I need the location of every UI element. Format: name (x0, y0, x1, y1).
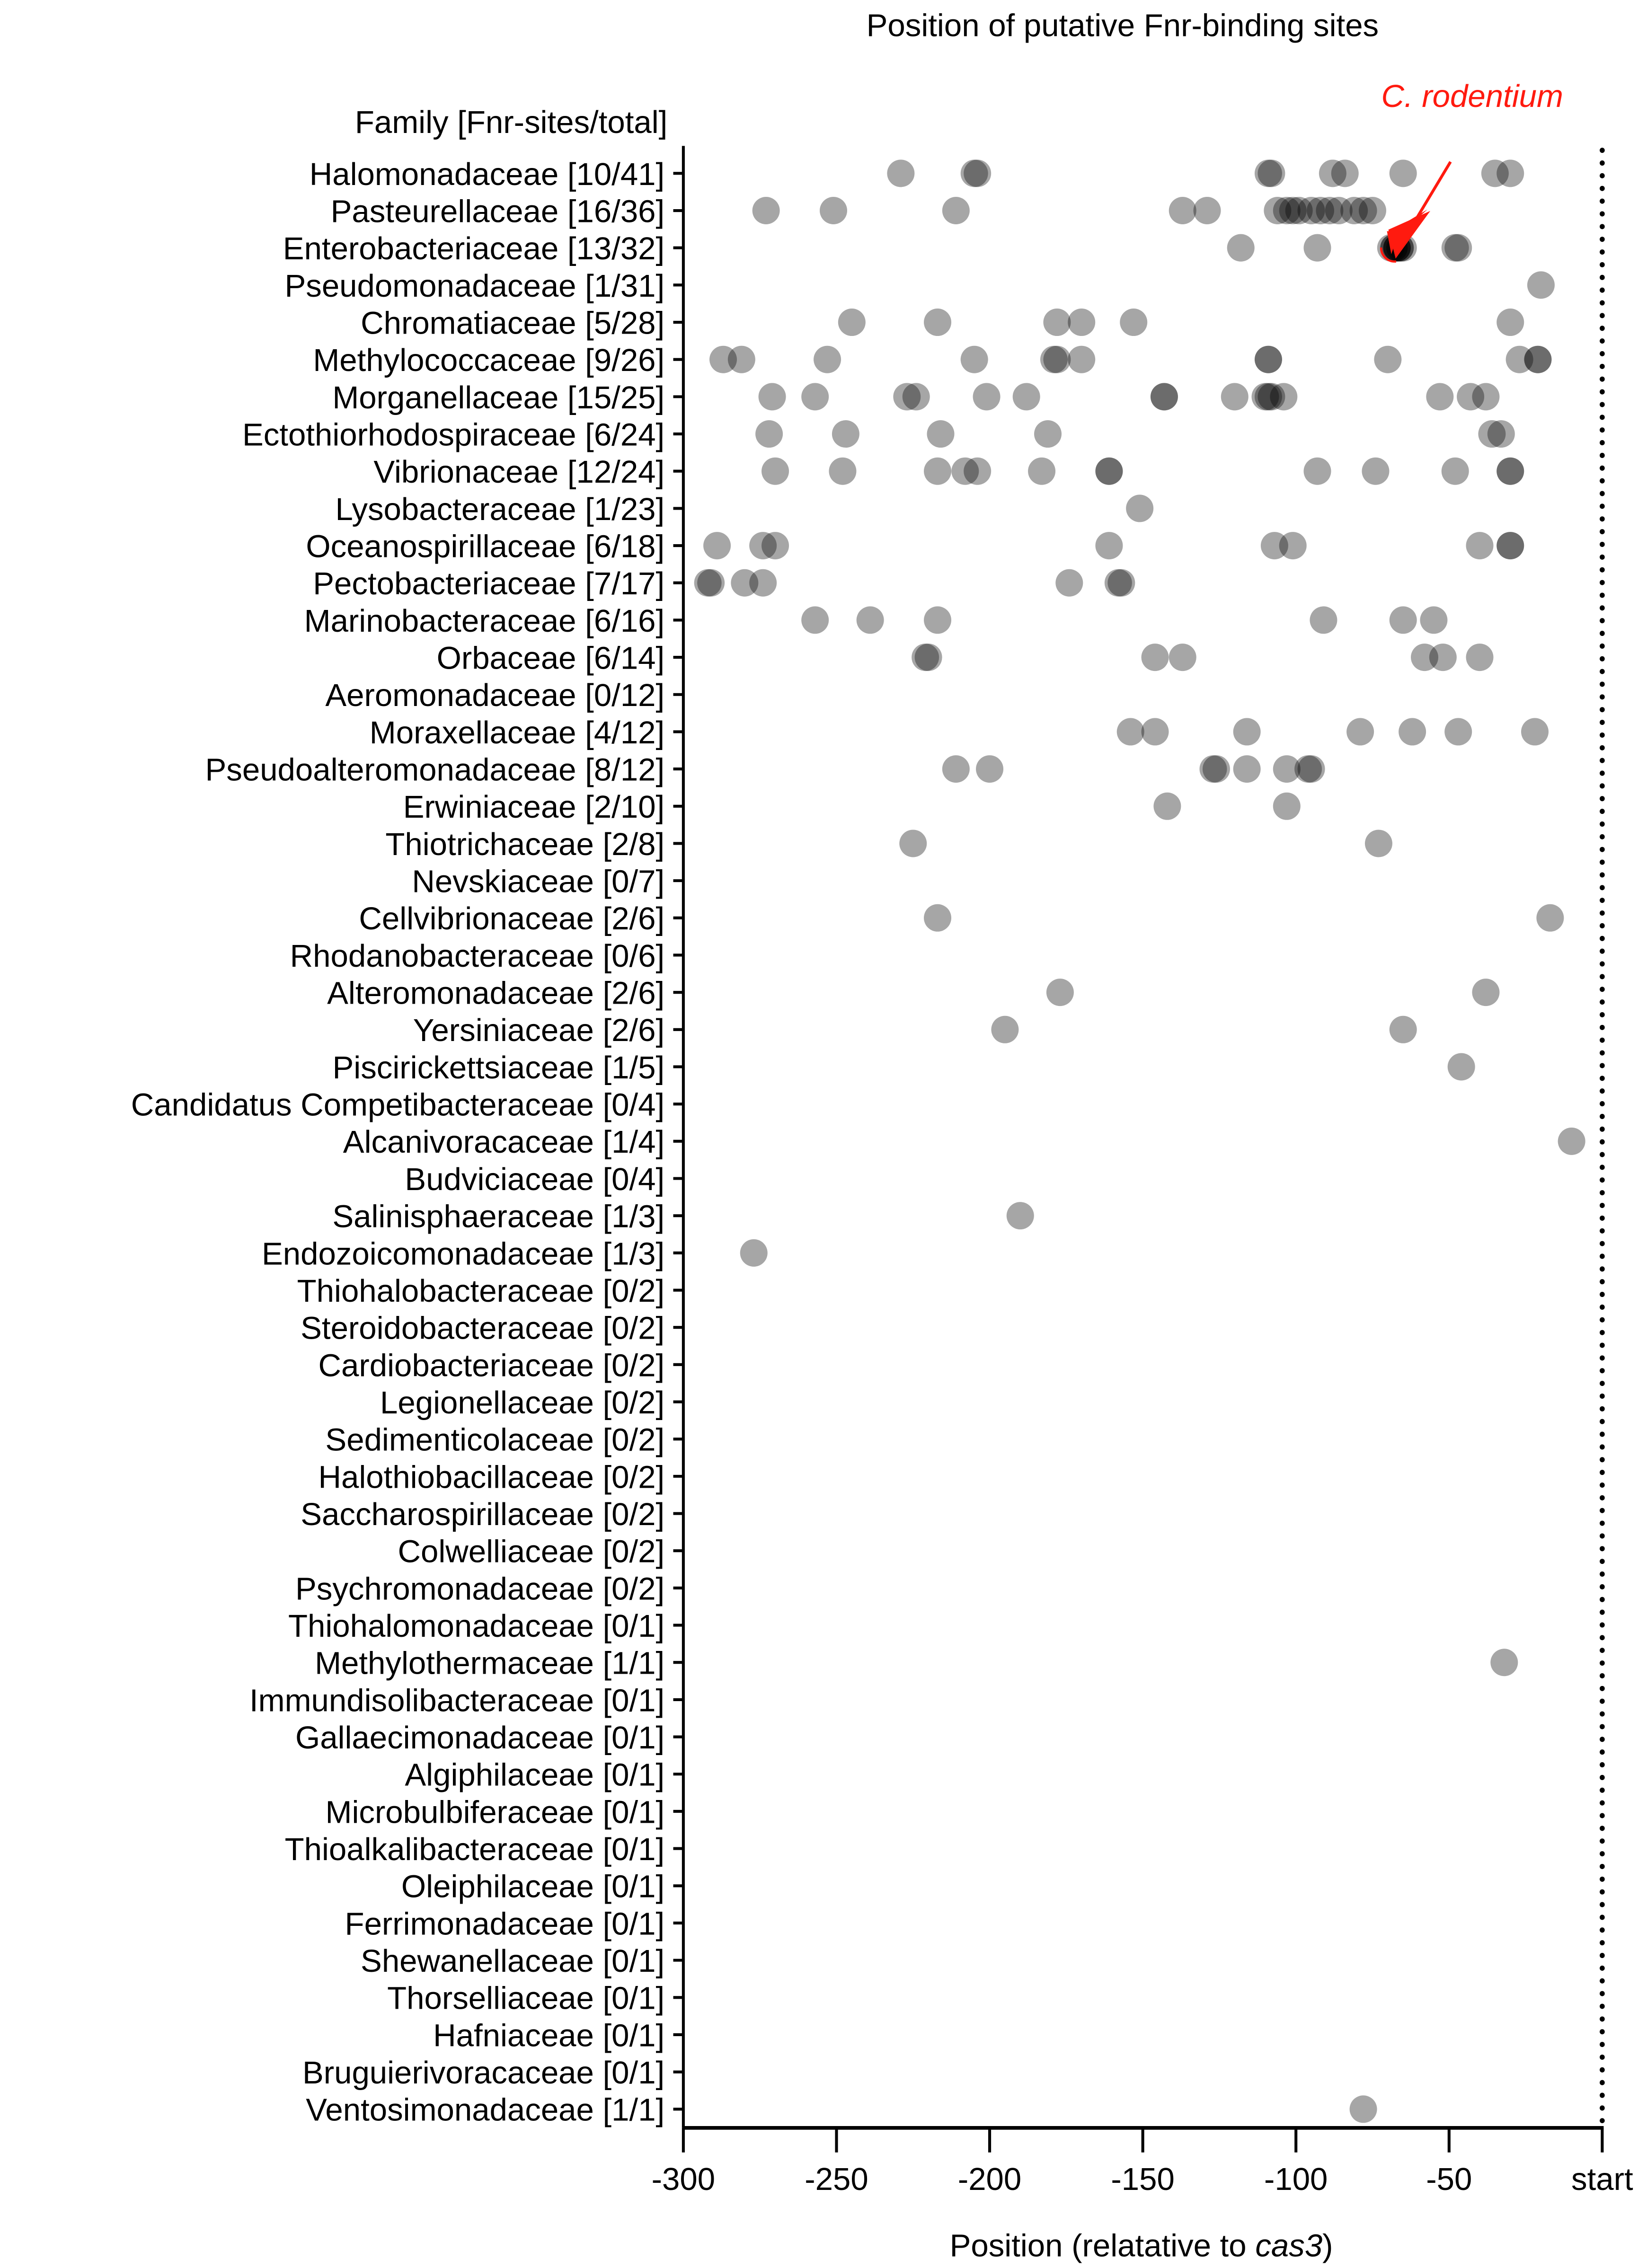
fnr-site-dot (1279, 532, 1307, 559)
family-label: Methylothermaceae [1/1] (315, 1645, 665, 1681)
fnr-site-dot (762, 532, 789, 559)
fnr-site-dot (1194, 197, 1221, 224)
fnr-site-dot (1233, 718, 1261, 745)
family-label: Psychromonadaceae [0/2] (295, 1571, 665, 1607)
family-label: Vibrionaceae [12/24] (373, 454, 665, 490)
fnr-site-dot (961, 346, 988, 373)
fnr-site-dot (814, 346, 841, 373)
fnr-site-dot (1169, 644, 1196, 671)
family-label: Halomonadaceae [10/41] (309, 156, 665, 192)
fnr-site-dot (1221, 383, 1249, 410)
fnr-site-dot (1310, 606, 1337, 634)
x-axis-title (950, 2228, 1333, 2264)
x-tick-label: start (1571, 2162, 1633, 2197)
fnr-site-dot (1420, 606, 1447, 634)
fnr-site-dot (964, 458, 991, 485)
fnr-site-dot (1496, 159, 1524, 187)
y-axis-ticks (673, 173, 683, 2109)
x-tick-label: -300 (651, 2162, 716, 2197)
family-label: Pseudoalteromonadaceae [8/12] (205, 752, 665, 788)
fnr-site-dot (1346, 718, 1374, 745)
fnr-site-dot (829, 458, 856, 485)
family-label: Steroidobacteraceae [0/2] (301, 1310, 665, 1346)
family-label: Chromatiaceae [5/28] (361, 305, 665, 341)
fnr-site-dot (1331, 159, 1359, 187)
fnr-site-dot (1365, 830, 1392, 857)
fnr-site-dot (762, 458, 789, 485)
family-label: Cardiobacteriaceae [0/2] (318, 1348, 665, 1384)
family-label: Ectothiorhodospiraceae [6/24] (242, 417, 665, 453)
fnr-site-dot (1448, 1053, 1475, 1080)
family-label: Algiphilaceae [0/1] (405, 1757, 665, 1793)
family-label: Nevskiaceae [0/7] (412, 864, 665, 900)
fnr-site-dot (697, 569, 725, 597)
fnr-site-dot (1466, 644, 1494, 671)
family-label: Piscirickettsiaceae [1/5] (332, 1050, 665, 1085)
family-label: Bruguierivoracaceae [0/1] (302, 2055, 665, 2091)
fnr-site-dot (1426, 383, 1453, 410)
fnr-site-dot (832, 420, 859, 448)
family-label: Ferrimonadaceae [0/1] (345, 1906, 665, 1942)
family-label: Erwiniaceae [2/10] (403, 789, 665, 825)
family-label: Aeromonadaceae [0/12] (325, 678, 665, 714)
fnr-site-dot (759, 383, 786, 410)
fnr-site-dot (1390, 159, 1417, 187)
annotation-label: C. rodentium (1381, 78, 1563, 114)
fnr-site-dot (1233, 755, 1261, 783)
family-label: Shewanellaceae [0/1] (361, 1943, 665, 1979)
fnr-site-dot (1043, 309, 1071, 336)
fnr-site-dot (1120, 309, 1147, 336)
fnr-site-dot (973, 383, 1001, 410)
family-label: Salinisphaeraceae [1/3] (332, 1199, 665, 1235)
fnr-site-dot (1153, 793, 1181, 820)
fnr-site-dot (1107, 569, 1135, 597)
fnr-site-dot (976, 755, 1003, 783)
family-label: Hafniaceae [0/1] (433, 2018, 665, 2054)
fnr-site-dot (753, 197, 780, 224)
fnr-site-dot (801, 383, 829, 410)
family-label: Thiotrichaceae [2/8] (385, 826, 665, 862)
fnr-site-dot (1527, 271, 1555, 299)
fnr-site-dot (1558, 1128, 1585, 1155)
fnr-site-dot (1255, 346, 1282, 373)
family-label: Pseudomonadaceae [1/31] (284, 268, 665, 304)
fnr-site-dot (1095, 458, 1123, 485)
fnr-site-dot (857, 606, 884, 634)
family-label: Microbulbiferaceae [0/1] (325, 1794, 665, 1830)
fnr-site-dot (1390, 606, 1417, 634)
x-tick-label: -150 (1111, 2162, 1175, 2197)
fnr-site-dot (1068, 309, 1095, 336)
family-label: Moraxellaceae [4/12] (369, 715, 665, 750)
family-label: Methylococcaceae [9/26] (313, 343, 665, 379)
fnr-site-dot (1496, 309, 1524, 336)
fnr-site-dot (924, 606, 951, 634)
fnr-site-dot (740, 1239, 768, 1267)
fnr-site-dot (1126, 494, 1153, 522)
fnr-site-dot (1151, 383, 1178, 410)
fnr-site-dot (1442, 458, 1469, 485)
fnr-site-dot (1142, 718, 1169, 745)
family-label: Endozoicomonadaceae [1/3] (261, 1236, 665, 1272)
fnr-site-dot (1362, 458, 1389, 485)
fnr-site-dot (838, 309, 866, 336)
family-label: Thiohalobacteraceae [0/2] (297, 1273, 665, 1309)
fnr-site-dot (915, 644, 942, 671)
fnr-site-dot (1521, 718, 1549, 745)
family-label: Orbaceae [6/14] (436, 640, 665, 676)
fnr-site-dot (1068, 346, 1095, 373)
fnr-site-dot (1028, 458, 1055, 485)
family-label: Marinobacteraceae [6/16] (304, 603, 665, 639)
y-axis-title: Family [Fnr-sites/total] (354, 104, 668, 140)
family-label: Ventosimonadaceae [1/1] (306, 2092, 665, 2128)
x-tick-label: -100 (1264, 2162, 1328, 2197)
fnr-site-dot (1350, 2095, 1377, 2123)
family-label: Legionellaceae [0/2] (380, 1385, 665, 1421)
fnr-site-dot (728, 346, 755, 373)
fnr-site-dot (924, 904, 951, 932)
fnr-site-dot (1034, 420, 1062, 448)
family-label: Thiohalomonadaceae [0/1] (288, 1608, 665, 1644)
fnr-site-dot (899, 830, 927, 857)
family-label: Halothiobacillaceae [0/2] (318, 1459, 665, 1495)
family-label: Oleiphilaceae [0/1] (401, 1869, 665, 1905)
family-label: Pectobacteriaceae [7/17] (313, 566, 665, 602)
fnr-site-dot (1298, 755, 1325, 783)
family-label: Alcanivoracaceae [1/4] (343, 1124, 665, 1160)
family-label: Colwelliaceae [0/2] (398, 1534, 665, 1570)
fnr-site-dot (1444, 234, 1472, 262)
y-axis-labels (131, 157, 664, 2128)
fnr-site-dot (1488, 420, 1515, 448)
fnr-site-dot (991, 1016, 1018, 1043)
fnr-site-dot (942, 755, 970, 783)
family-label: Sedimenticolaceae [0/2] (325, 1422, 665, 1458)
family-label: Immundisolibacteraceae [0/1] (249, 1683, 665, 1719)
x-axis-ticks (652, 2128, 1633, 2197)
fnr-site-dot (703, 532, 731, 559)
fnr-site-dot (1007, 1202, 1034, 1229)
x-tick-label: -250 (805, 2162, 868, 2197)
fnr-site-dot (964, 159, 991, 187)
family-label: Enterobacteriaceae [13/32] (283, 231, 665, 267)
fnr-site-dot (1490, 1649, 1518, 1676)
fnr-site-dot (820, 197, 847, 224)
fnr-site-dot (1472, 383, 1499, 410)
x-axis-title-gene: cas3 (1255, 2228, 1323, 2264)
family-label: Oceanospirillaceae [6/18] (306, 529, 665, 565)
fnr-site-dot (1257, 159, 1285, 187)
fnr-site-dot (1304, 234, 1331, 262)
fnr-site-dot (1273, 793, 1301, 820)
fnr-site-dot (1055, 569, 1083, 597)
fnr-site-dot (1444, 718, 1472, 745)
fnr-site-dot (755, 420, 783, 448)
family-label: Pasteurellaceae [16/36] (330, 194, 665, 229)
fnr-site-dot (942, 197, 970, 224)
fnr-site-dot (1013, 383, 1040, 410)
family-label: Alteromonadaceae [2/6] (327, 975, 665, 1011)
fnr-site-dot (1472, 979, 1499, 1006)
family-label: Rhodanobacteraceae [0/6] (290, 938, 665, 974)
family-label: Cellvibrionaceae [2/6] (359, 901, 665, 937)
fnr-site-dot (1496, 532, 1524, 559)
fnr-site-dot (1117, 718, 1144, 745)
fnr-site-dot (1524, 346, 1551, 373)
fnr-site-dot (903, 383, 930, 410)
fnr-site-dot (1227, 234, 1255, 262)
fnr-site-dot (1466, 532, 1494, 559)
fnr-site-dot (1390, 1016, 1417, 1043)
fnr-site-dot (1536, 904, 1564, 932)
fnr-site-dot (1496, 458, 1524, 485)
fnr-site-dot (1203, 755, 1230, 783)
fnr-site-dot (1304, 458, 1331, 485)
fnr-site-dot (801, 606, 829, 634)
fnr-site-dot (1359, 197, 1386, 224)
fnr-site-dot (887, 159, 914, 187)
fnr-site-dot (1095, 532, 1123, 559)
x-axis-title-prefix: Position (relatative to (949, 2228, 1256, 2264)
fnr-site-dot (924, 458, 951, 485)
data-points (694, 159, 1585, 2123)
fnr-site-dot (927, 420, 955, 448)
fnr-site-dot (1429, 644, 1457, 671)
fnr-site-dot (924, 309, 951, 336)
x-axis-title-suffix: ) (1322, 2228, 1333, 2264)
family-label: Candidatus Competibacteraceae [0/4] (131, 1087, 665, 1123)
chart-title: Position of putative Fnr-binding sites (866, 8, 1379, 44)
fnr-site-dot (1169, 197, 1196, 224)
family-label: Budviciaceae [0/4] (405, 1161, 665, 1197)
arrow-shaft (1416, 162, 1451, 220)
x-tick-label: -50 (1426, 2162, 1472, 2197)
fnr-site-dot (1043, 346, 1071, 373)
fnr-site-dot (1399, 718, 1426, 745)
x-tick-label: -200 (957, 2162, 1022, 2197)
fnr-site-dot (1046, 979, 1074, 1006)
fnr-site-dot (1374, 346, 1401, 373)
family-label: Yersiniaceae [2/6] (413, 1013, 665, 1049)
family-label: Gallaecimonadaceae [0/1] (295, 1720, 665, 1756)
family-label: Morganellaceae [15/25] (332, 379, 665, 415)
family-label: Thioalkalibacteraceae [0/1] (284, 1832, 665, 1868)
family-label: Lysobacteraceae [1/23] (335, 491, 665, 527)
family-label: Thorselliaceae [0/1] (387, 1980, 665, 2016)
fnr-site-dot (1270, 383, 1297, 410)
family-label: Saccharospirillaceae [0/2] (301, 1496, 665, 1532)
fnr-site-dot (1142, 644, 1169, 671)
fnr-site-dot (749, 569, 777, 597)
